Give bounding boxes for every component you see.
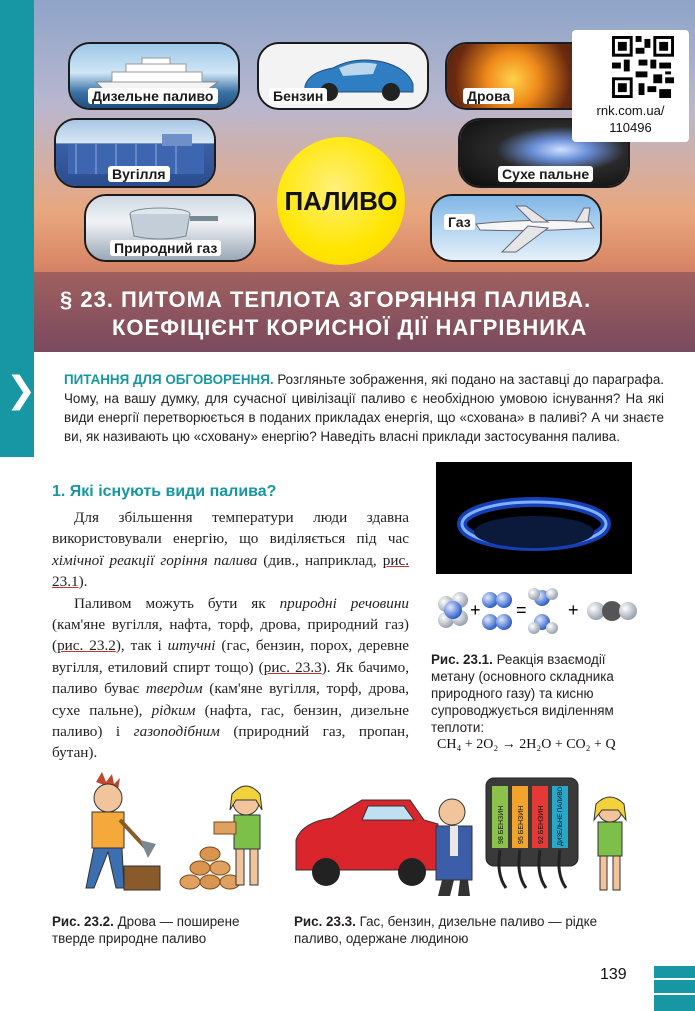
text: Паливом можуть бути як [74, 594, 280, 612]
pump-label-98: 98 БЕНЗИН [498, 805, 505, 844]
term: хімічної реакції горіння палива [52, 551, 258, 569]
girl-standing [594, 797, 626, 890]
oxygen-molecules [482, 592, 512, 630]
page-corner-bar [654, 966, 695, 1011]
text: (кам'яне вугілля, нафта, торф, дрова, природний газ) ( [52, 616, 409, 655]
plus-sign: + [568, 600, 579, 620]
text: (нафта, гас, бензин, дизельне паливо) і [52, 701, 409, 741]
paragraph-1 [52, 507, 409, 593]
term: твердим [145, 680, 203, 698]
methane-molecule [438, 592, 468, 628]
figure-link[interactable]: рис. 23.2 [57, 637, 116, 655]
nav-tab[interactable] [0, 352, 37, 457]
title-line-1: § 23. ПИТОМА ТЕПЛОТА ЗГОРЯННЯ ПАЛИВА. [60, 287, 592, 312]
text: (гас, бензин, порох, деревне вугілля, етиловий спирт тощо) ( [52, 637, 409, 676]
text: (природний газ, пропан, бутан). [52, 723, 409, 762]
qr-caption [572, 102, 689, 136]
caption-label: Рис. 23.2. [52, 914, 114, 929]
qr-code-icon[interactable] [612, 36, 674, 98]
woodpile [180, 847, 240, 889]
text: ). [78, 573, 88, 591]
text: ), так і [115, 637, 168, 655]
pot-icon [120, 200, 220, 240]
reaction-molecules [430, 584, 638, 638]
text: (кам'яне вугілля, торф, дрова, сухе пальне), [52, 680, 410, 719]
text: ). Як бачимо, паливо буває [52, 658, 409, 698]
pill-petrol [257, 42, 429, 110]
term: газоподібним [133, 723, 220, 741]
term: рідким [151, 701, 196, 719]
discussion-lead: ПИТАННЯ ДЛЯ ОБГОВОРЕННЯ. [64, 372, 274, 387]
figure-23-1-caption [431, 651, 641, 736]
pill-label: Сухе пальне [498, 166, 593, 182]
pill-label: Вугілля [108, 166, 170, 182]
qr-block[interactable] [572, 30, 689, 142]
figure-link[interactable]: рис. 23.1 [52, 551, 409, 591]
pill-kerosene [430, 194, 602, 262]
term: природні речовини [279, 594, 409, 612]
gas-station-illustration [292, 770, 638, 900]
fuel-pumps [486, 778, 578, 888]
pump-label-95: 95 БЕНЗИН [518, 805, 525, 844]
caption-text: Дрова — поширене тверде природне паливо [52, 914, 240, 946]
paragraph-2 [52, 593, 409, 764]
main-text [52, 507, 409, 764]
figure-23-2-caption [52, 913, 274, 947]
pill-label: Дрова [463, 88, 514, 104]
chevron-right-icon[interactable]: ❯ [6, 370, 37, 411]
co2-molecule [587, 601, 637, 621]
airplane-icon [472, 202, 596, 256]
pill-label: Дизельне паливо [88, 88, 218, 104]
caption-text: Реакція взаємодії метану (основного складника природного газу) та кисню супроводжується виділенням теплоти: [431, 652, 614, 735]
figure-23-3-caption [294, 913, 636, 947]
term: штучні [167, 637, 216, 655]
paragraph-title [60, 286, 591, 342]
text: (див., наприклад, [257, 551, 383, 569]
header-collage [34, 0, 695, 352]
text: Для збільшення температури люди здавна використовували енергію, що виділяється під час [52, 509, 409, 548]
reaction-formula: CH₄ + 2O₂ → 2H₂O + CO₂ + Q [437, 737, 616, 752]
equals-sign: = [516, 600, 527, 620]
pill-label: Природний газ [110, 240, 221, 256]
gas-flame-photo [436, 462, 632, 574]
firewood-illustration [64, 770, 282, 900]
man-filling [436, 799, 472, 896]
discussion-block [64, 370, 664, 446]
flame-icon [436, 462, 632, 574]
qr-code-number: 110496 [609, 120, 652, 135]
caption-label: Рис. 23.1. [431, 652, 493, 667]
discussion-text: Розгляньте зображення, які подано на заставці до параграфа. Чому, на вашу думку, для сучасної цивілізації паливо є необхідною умовою існування? На які види енергії перетворюється в поданих прикладах енергія, що «схована» в паливі? А чи знаєте ви, як називають цю «сховану» енергію? Наведіть власні приклади застосування палива. [64, 372, 664, 444]
pump-label-diesel: ДИЗЕЛЬНЕ ПАЛИВО [558, 786, 564, 846]
fuel-center-circle [277, 137, 405, 265]
pill-natural-gas [84, 194, 256, 262]
caption-label: Рис. 23.3. [294, 914, 356, 929]
pump-label-92: 92 БЕНЗИН [538, 805, 545, 844]
plus-sign: + [470, 600, 481, 620]
fuel-center-label: ПАЛИВО [284, 185, 398, 216]
pill-diesel [68, 42, 240, 110]
page-number: 139 [600, 966, 627, 983]
pill-coal [54, 118, 216, 188]
pill-label: Бензин [269, 88, 327, 104]
red-car [296, 800, 438, 886]
qr-link[interactable]: rnk.com.ua/ [596, 103, 665, 118]
water-molecules [528, 588, 558, 634]
chopping-block [124, 866, 160, 890]
section-heading: 1. Які існують види палива? [52, 483, 277, 500]
side-strip [0, 0, 34, 352]
title-line-2: КОЕФІЦІЄНТ КОРИСНОЇ ДІЇ НАГРІВНИКА [112, 315, 588, 340]
figure-link[interactable]: рис. 23.3 [263, 658, 322, 676]
pill-label: Газ [444, 214, 475, 230]
caption-text: Гас, бензин, дизельне паливо — рідке паливо, одержане людиною [294, 914, 598, 946]
